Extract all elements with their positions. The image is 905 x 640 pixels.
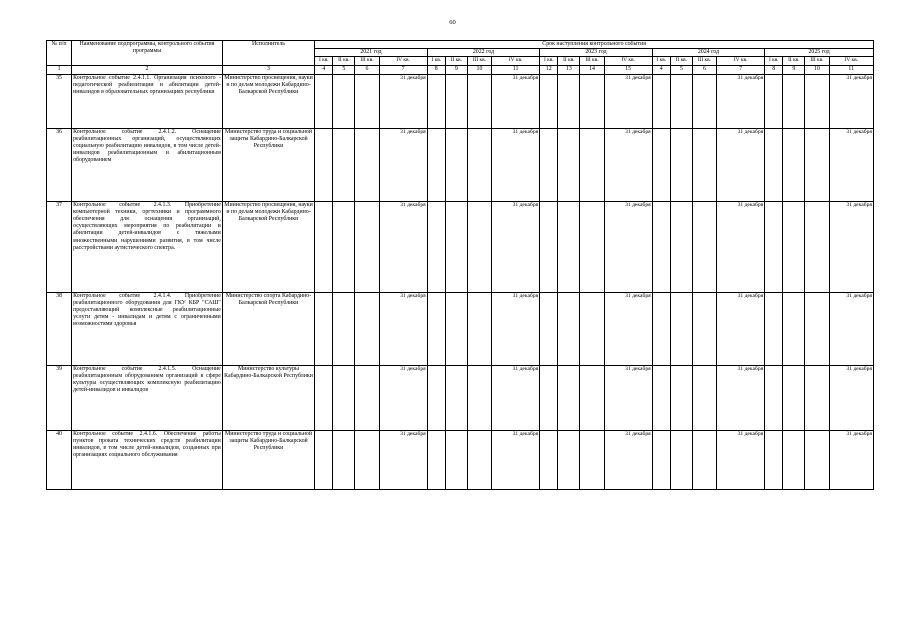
row-number: 40 <box>47 430 72 489</box>
quarter-header: II кв. <box>670 57 692 66</box>
deadline-cell <box>805 128 829 201</box>
deadline-cell <box>333 365 355 430</box>
deadline-cell <box>315 74 333 128</box>
year-header: 2022 год <box>427 49 540 57</box>
quarter-header: II кв. <box>783 57 805 66</box>
table-row <box>47 74 874 128</box>
deadline-cell <box>580 74 604 128</box>
deadline-cell <box>427 292 445 365</box>
event-name: Контрольное событие 2.4.1.1. Организация психолого - педагогической реабилитации и абилитации детей-инвалидов в образовательных организациях республики <box>72 74 223 128</box>
column-number: 5 <box>670 66 692 74</box>
event-name: Контрольное событие 2.4.1.3. Приобретение компьютерной техники, оргтехники и программного обеспечения для оснащения организаций, осуществляющих мероприятия по реабилитации и абилитации детей-инвалидов с тяжелыми множественными нарушениями развития, в том числе расстройствами аутистического спектра. <box>72 201 223 292</box>
deadline-cell <box>558 292 580 365</box>
row-number: 38 <box>47 292 72 365</box>
deadline-cell <box>427 430 445 489</box>
page-number: 60 <box>449 19 456 26</box>
deadline-cell <box>580 365 604 430</box>
deadline-cell <box>670 128 692 201</box>
deadline-cell: 31 декабря <box>379 74 427 128</box>
column-number: 2 <box>72 66 223 74</box>
header-row <box>47 41 874 49</box>
quarter-header: III кв. <box>692 57 716 66</box>
executor: Министерство труда и социальной защиты Кабардино-Балкарской Республики <box>222 430 314 489</box>
deadline-cell <box>692 365 716 430</box>
deadline-cell: 31 декабря <box>604 430 652 489</box>
deadline-cell <box>467 201 491 292</box>
deadline-cell <box>652 292 670 365</box>
deadline-cell <box>315 292 333 365</box>
deadline-cell <box>670 292 692 365</box>
header-executor: Исполнитель <box>222 41 314 66</box>
deadline-cell <box>333 430 355 489</box>
deadline-cell <box>315 128 333 201</box>
deadline-cell: 31 декабря <box>604 292 652 365</box>
deadline-cell <box>445 201 467 292</box>
quarter-header: IV кв. <box>604 57 652 66</box>
deadline-cell <box>540 128 558 201</box>
quarter-header: II кв. <box>333 57 355 66</box>
deadline-cell <box>540 201 558 292</box>
deadline-cell <box>765 292 783 365</box>
deadline-cell: 31 декабря <box>492 74 540 128</box>
deadline-cell: 31 декабря <box>379 201 427 292</box>
deadline-cell <box>805 365 829 430</box>
deadline-cell <box>652 365 670 430</box>
deadline-cell <box>355 430 379 489</box>
deadline-cell <box>540 74 558 128</box>
deadline-cell <box>427 365 445 430</box>
row-number: 37 <box>47 201 72 292</box>
column-number-row <box>47 66 874 74</box>
deadline-cell <box>765 430 783 489</box>
deadline-cell <box>670 430 692 489</box>
deadline-cell <box>692 74 716 128</box>
deadline-cell <box>783 292 805 365</box>
deadline-cell: 31 декабря <box>829 74 873 128</box>
column-number: 10 <box>805 66 829 74</box>
deadline-cell: 31 декабря <box>379 292 427 365</box>
deadline-cell <box>580 292 604 365</box>
column-number: 14 <box>580 66 604 74</box>
deadline-cell: 31 декабря <box>829 365 873 430</box>
deadline-cell <box>445 430 467 489</box>
column-number: 10 <box>467 66 491 74</box>
deadline-cell: 31 декабря <box>379 365 427 430</box>
deadline-cell <box>558 201 580 292</box>
deadline-cell <box>765 74 783 128</box>
deadline-cell <box>540 365 558 430</box>
deadline-cell <box>355 128 379 201</box>
column-number: 11 <box>492 66 540 74</box>
table-row <box>47 201 874 292</box>
deadline-cell <box>333 74 355 128</box>
deadline-cell <box>355 201 379 292</box>
deadline-cell <box>427 128 445 201</box>
quarter-header: IV кв. <box>379 57 427 66</box>
deadline-cell <box>558 74 580 128</box>
column-number: 15 <box>604 66 652 74</box>
year-header: 2023 год <box>540 49 653 57</box>
deadline-cell <box>783 430 805 489</box>
deadline-cell <box>333 201 355 292</box>
executor: Министерство спорта Кабардино-Балкарской Республики <box>222 292 314 365</box>
column-number: 12 <box>540 66 558 74</box>
deadline-cell <box>783 128 805 201</box>
deadline-cell <box>805 430 829 489</box>
column-number: 5 <box>333 66 355 74</box>
deadline-cell: 31 декабря <box>717 201 765 292</box>
quarter-header: I кв. <box>540 57 558 66</box>
event-name: Контрольное событие 2.4.1.4. Приобретение реабилитационного оборудования для ГКУ КБР "САШ" предоставляющий комплексные реабилитационные услуги детям - инвалидам и детям с ограниченными возможностями здоровья <box>72 292 223 365</box>
deadline-cell <box>692 292 716 365</box>
deadline-cell: 31 декабря <box>829 430 873 489</box>
deadline-cell: 31 декабря <box>379 128 427 201</box>
quarter-header: I кв. <box>765 57 783 66</box>
deadline-cell <box>580 128 604 201</box>
column-number: 7 <box>717 66 765 74</box>
table-row <box>47 292 874 365</box>
column-number: 9 <box>783 66 805 74</box>
column-number: 6 <box>692 66 716 74</box>
deadline-cell <box>467 74 491 128</box>
deadline-cell: 31 декабря <box>604 74 652 128</box>
deadline-cell <box>580 201 604 292</box>
deadline-cell <box>652 74 670 128</box>
deadline-cell: 31 декабря <box>717 430 765 489</box>
executor: Министерство просвещения, науки и по делам молодежи Кабардино-Балкарской Республики <box>222 201 314 292</box>
deadline-cell: 31 декабря <box>717 292 765 365</box>
deadline-cell <box>333 128 355 201</box>
deadline-cell <box>765 201 783 292</box>
year-header: 2024 год <box>652 49 765 57</box>
quarter-header: III кв. <box>580 57 604 66</box>
deadline-cell <box>692 128 716 201</box>
quarter-header: IV кв. <box>492 57 540 66</box>
row-number: 36 <box>47 128 72 201</box>
deadline-cell <box>355 365 379 430</box>
deadline-cell <box>540 430 558 489</box>
deadline-cell <box>652 430 670 489</box>
deadline-cell: 31 декабря <box>492 365 540 430</box>
deadline-cell <box>427 74 445 128</box>
deadline-cell: 31 декабря <box>604 128 652 201</box>
quarter-header: I кв. <box>427 57 445 66</box>
header-num: № п/п <box>47 41 72 66</box>
deadline-cell <box>445 365 467 430</box>
deadline-cell: 31 декабря <box>604 201 652 292</box>
column-number: 11 <box>829 66 873 74</box>
deadline-cell <box>558 128 580 201</box>
deadline-cell <box>315 430 333 489</box>
deadline-cell <box>445 128 467 201</box>
deadline-cell <box>540 292 558 365</box>
deadline-cell <box>783 201 805 292</box>
quarter-header: III кв. <box>467 57 491 66</box>
quarter-header: I кв. <box>315 57 333 66</box>
deadline-cell: 31 декабря <box>492 128 540 201</box>
deadline-cell <box>652 201 670 292</box>
deadline-cell <box>765 128 783 201</box>
event-name: Контрольное событие 2.4.1.6. Обеспечение работы пунктов проката технических средств реабилитации инвалидов, в том числе детей-инвалидов, созданных при организациях социального обслуживания <box>72 430 223 489</box>
quarter-header: II кв. <box>445 57 467 66</box>
deadline-cell: 31 декабря <box>492 201 540 292</box>
quarter-header: IV кв. <box>717 57 765 66</box>
header-name: Наименование подпрограммы, контрольного события программы <box>72 41 223 66</box>
executor: Министерство просвещения, науки и по делам молодежи Кабардино-Балкарской Республики <box>222 74 314 128</box>
deadline-cell <box>315 201 333 292</box>
column-number: 9 <box>445 66 467 74</box>
row-number: 39 <box>47 365 72 430</box>
deadline-cell <box>467 292 491 365</box>
event-name: Контрольное событие 2.4.1.5. Оснащение реабилитационным оборудованием организаций в сфере культуры осуществляющих комплексную реабилитацию детей-инвалидов и инвалидов <box>72 365 223 430</box>
year-header: 2021 год <box>315 49 428 57</box>
deadline-cell <box>355 74 379 128</box>
deadline-cell: 31 декабря <box>604 365 652 430</box>
row-number: 35 <box>47 74 72 128</box>
deadline-cell: 31 декабря <box>717 365 765 430</box>
deadline-cell: 31 декабря <box>492 430 540 489</box>
deadline-cell <box>355 292 379 365</box>
deadline-cell: 31 декабря <box>492 292 540 365</box>
column-number: 3 <box>222 66 314 74</box>
deadline-cell: 31 декабря <box>717 128 765 201</box>
executor: Министерство труда и социальной защиты Кабардино-Балкарской Республики <box>222 128 314 201</box>
deadline-cell <box>692 201 716 292</box>
deadline-cell: 31 декабря <box>379 430 427 489</box>
deadline-cell <box>558 365 580 430</box>
deadline-cell <box>558 430 580 489</box>
year-header: 2025 год <box>765 49 874 57</box>
quarter-header: III кв. <box>355 57 379 66</box>
deadline-cell <box>427 201 445 292</box>
deadline-cell <box>670 74 692 128</box>
column-number: 6 <box>355 66 379 74</box>
deadline-cell <box>805 201 829 292</box>
control-events-table <box>46 40 874 490</box>
deadline-cell <box>670 365 692 430</box>
header-deadline: Срок наступления контрольного события <box>315 41 874 49</box>
deadline-cell <box>333 292 355 365</box>
table-row <box>47 365 874 430</box>
deadline-cell <box>445 292 467 365</box>
deadline-cell: 31 декабря <box>829 201 873 292</box>
deadline-cell <box>467 128 491 201</box>
column-number: 8 <box>427 66 445 74</box>
table-row <box>47 430 874 489</box>
quarter-header: II кв. <box>558 57 580 66</box>
column-number: 13 <box>558 66 580 74</box>
column-number: 1 <box>47 66 72 74</box>
quarter-header: IV кв. <box>829 57 873 66</box>
deadline-cell <box>805 292 829 365</box>
column-number: 4 <box>315 66 333 74</box>
deadline-cell <box>467 365 491 430</box>
deadline-cell: 31 декабря <box>717 74 765 128</box>
deadline-cell <box>805 74 829 128</box>
deadline-cell <box>670 201 692 292</box>
deadline-cell <box>765 365 783 430</box>
deadline-cell <box>315 365 333 430</box>
deadline-cell <box>445 74 467 128</box>
deadline-cell <box>652 128 670 201</box>
column-number: 7 <box>379 66 427 74</box>
column-number: 4 <box>652 66 670 74</box>
deadline-cell <box>580 430 604 489</box>
deadline-cell: 31 декабря <box>829 128 873 201</box>
deadline-cell <box>783 74 805 128</box>
table-row <box>47 128 874 201</box>
deadline-cell <box>692 430 716 489</box>
deadline-cell <box>783 365 805 430</box>
deadline-cell <box>467 430 491 489</box>
column-number: 8 <box>765 66 783 74</box>
quarter-header: III кв. <box>805 57 829 66</box>
deadline-cell: 31 декабря <box>829 292 873 365</box>
quarter-header: I кв. <box>652 57 670 66</box>
executor: Министерство культуры Кабардино-Балкарской Республики <box>222 365 314 430</box>
event-name: Контрольное событие 2.4.1.2. Оснащение реабилитационных организаций, осуществляющих социальную реабилитацию инвалидов, в том числе детей-инвалидов реабилитационным и абилитационным оборудованием <box>72 128 223 201</box>
